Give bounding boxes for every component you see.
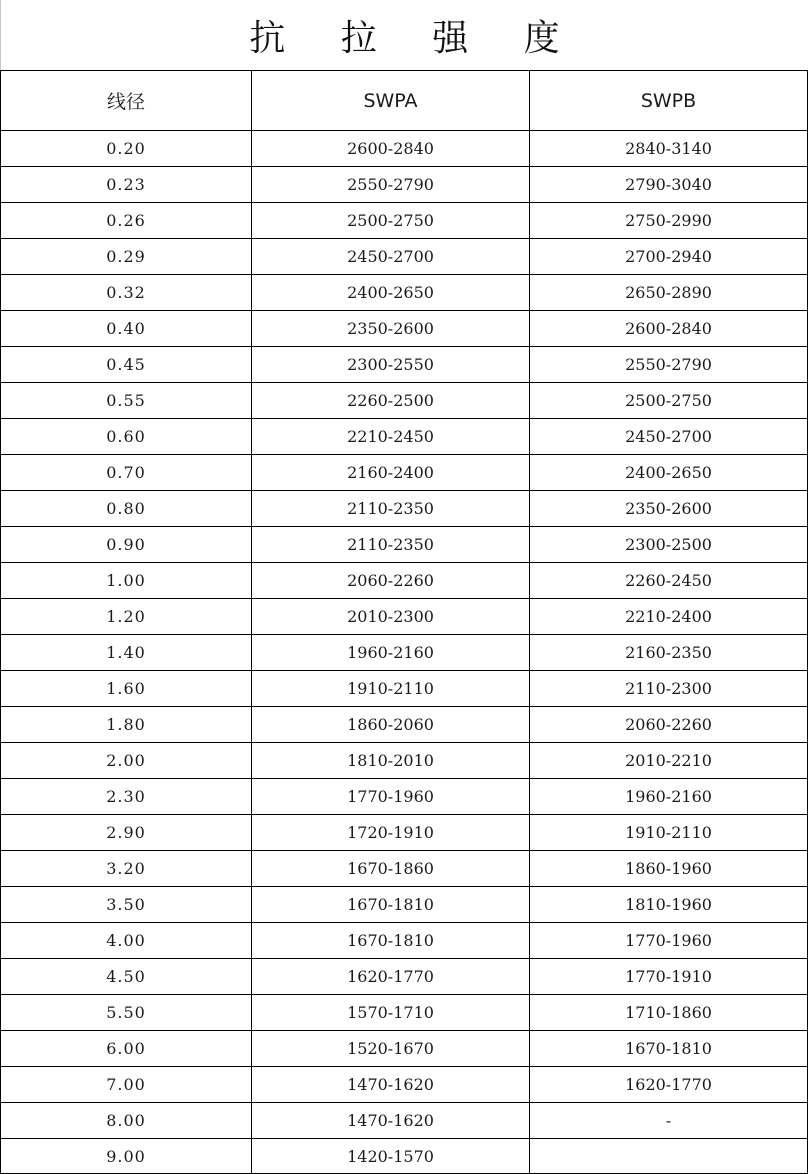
cell-swpb[interactable]: 2110-2300 (530, 671, 808, 707)
cell-swpa[interactable]: 2350-2600 (252, 311, 530, 347)
cell-diameter[interactable]: 3.20 (1, 851, 252, 887)
table-row (1, 455, 808, 491)
cell-swpb[interactable]: 2700-2940 (530, 239, 808, 275)
cell-swpb[interactable]: 2790-3040 (530, 167, 808, 203)
table-row (1, 779, 808, 815)
table-row (1, 923, 808, 959)
cell-diameter[interactable]: 2.90 (1, 815, 252, 851)
cell-diameter[interactable]: 0.29 (1, 239, 252, 275)
cell-diameter[interactable]: 0.70 (1, 455, 252, 491)
cell-swpb[interactable]: 1810-1960 (530, 887, 808, 923)
table-row (1, 743, 808, 779)
cell-swpb[interactable]: 1620-1770 (530, 1067, 808, 1103)
cell-swpb[interactable]: 2750-2990 (530, 203, 808, 239)
cell-swpa[interactable]: 1470-1620 (252, 1067, 530, 1103)
cell-swpa[interactable]: 2060-2260 (252, 563, 530, 599)
cell-diameter[interactable]: 9.00 (1, 1139, 252, 1174)
cell-diameter[interactable]: 0.55 (1, 383, 252, 419)
cell-swpa[interactable]: 2400-2650 (252, 275, 530, 311)
cell-swpa[interactable]: 2500-2750 (252, 203, 530, 239)
cell-swpa[interactable]: 2260-2500 (252, 383, 530, 419)
table-row (1, 347, 808, 383)
cell-diameter[interactable]: 0.26 (1, 203, 252, 239)
header-diameter[interactable]: 线径 (1, 71, 252, 131)
cell-swpa[interactable]: 1520-1670 (252, 1031, 530, 1067)
cell-diameter[interactable]: 6.00 (1, 1031, 252, 1067)
cell-diameter[interactable]: 2.00 (1, 743, 252, 779)
table-row (1, 887, 808, 923)
cell-swpa[interactable]: 1720-1910 (252, 815, 530, 851)
cell-swpa[interactable]: 1570-1710 (252, 995, 530, 1031)
table-row (1, 851, 808, 887)
cell-diameter[interactable]: 0.45 (1, 347, 252, 383)
cell-swpb[interactable]: 1710-1860 (530, 995, 808, 1031)
cell-swpb[interactable]: 2650-2890 (530, 275, 808, 311)
header-swpa[interactable]: SWPA (252, 71, 530, 131)
cell-swpa[interactable]: 1770-1960 (252, 779, 530, 815)
cell-diameter[interactable]: 5.50 (1, 995, 252, 1031)
cell-swpa[interactable]: 2110-2350 (252, 491, 530, 527)
cell-diameter[interactable]: 7.00 (1, 1067, 252, 1103)
cell-swpb[interactable]: 1860-1960 (530, 851, 808, 887)
cell-diameter[interactable]: 0.20 (1, 131, 252, 167)
cell-diameter[interactable]: 0.23 (1, 167, 252, 203)
table-row (1, 491, 808, 527)
cell-swpb[interactable]: 2060-2260 (530, 707, 808, 743)
table-row (1, 1139, 808, 1174)
cell-swpb[interactable]: 1910-2110 (530, 815, 808, 851)
title-row (0, 0, 808, 70)
cell-diameter[interactable]: 4.50 (1, 959, 252, 995)
tensile-strength-table (0, 70, 808, 1174)
cell-swpa[interactable]: 2110-2350 (252, 527, 530, 563)
cell-swpb[interactable]: 2350-2600 (530, 491, 808, 527)
cell-swpa[interactable]: 2450-2700 (252, 239, 530, 275)
table-row (1, 815, 808, 851)
cell-swpa[interactable]: 1670-1860 (252, 851, 530, 887)
cell-swpa[interactable]: 2160-2400 (252, 455, 530, 491)
cell-diameter[interactable]: 0.80 (1, 491, 252, 527)
cell-swpb[interactable]: 2840-3140 (530, 131, 808, 167)
cell-swpb[interactable]: 2600-2840 (530, 311, 808, 347)
table-row (1, 671, 808, 707)
cell-swpb[interactable]: 2010-2210 (530, 743, 808, 779)
table-row (1, 275, 808, 311)
table-row (1, 563, 808, 599)
cell-swpb[interactable]: 1670-1810 (530, 1031, 808, 1067)
cell-diameter[interactable]: 0.60 (1, 419, 252, 455)
cell-diameter[interactable]: 0.32 (1, 275, 252, 311)
cell-swpa[interactable]: 2300-2550 (252, 347, 530, 383)
table-body (1, 131, 808, 1174)
table-row (1, 599, 808, 635)
cell-diameter[interactable]: 1.40 (1, 635, 252, 671)
cell-diameter[interactable]: 1.80 (1, 707, 252, 743)
cell-swpa[interactable]: 2010-2300 (252, 599, 530, 635)
cell-swpb[interactable]: 1960-2160 (530, 779, 808, 815)
cell-swpa[interactable]: 1860-2060 (252, 707, 530, 743)
cell-diameter[interactable]: 8.00 (1, 1103, 252, 1139)
table-row (1, 959, 808, 995)
cell-diameter[interactable]: 0.40 (1, 311, 252, 347)
cell-swpa[interactable]: 1810-2010 (252, 743, 530, 779)
cell-diameter[interactable]: 1.60 (1, 671, 252, 707)
cell-diameter[interactable]: 1.00 (1, 563, 252, 599)
table-row (1, 527, 808, 563)
cell-swpb[interactable]: 2210-2400 (530, 599, 808, 635)
cell-swpb[interactable]: 2500-2750 (530, 383, 808, 419)
table-row (1, 239, 808, 275)
cell-swpb[interactable]: 2260-2450 (530, 563, 808, 599)
table-row (1, 995, 808, 1031)
table-row (1, 635, 808, 671)
header-row (1, 71, 808, 131)
table-row (1, 203, 808, 239)
table-row (1, 311, 808, 347)
table-row (1, 167, 808, 203)
cell-swpb[interactable]: 1770-1960 (530, 923, 808, 959)
table-row (1, 383, 808, 419)
cell-swpa[interactable]: 1420-1570 (252, 1139, 530, 1174)
cell-swpa[interactable]: 2210-2450 (252, 419, 530, 455)
cell-swpa[interactable]: 1910-2110 (252, 671, 530, 707)
cell-swpa[interactable]: 2550-2790 (252, 167, 530, 203)
cell-swpa[interactable]: 1670-1810 (252, 887, 530, 923)
table-row (1, 1067, 808, 1103)
cell-swpa[interactable]: 1470-1620 (252, 1103, 530, 1139)
cell-swpa[interactable]: 1670-1810 (252, 923, 530, 959)
table-row (1, 1031, 808, 1067)
cell-swpb[interactable]: 2300-2500 (530, 527, 808, 563)
cell-swpb[interactable] (530, 1139, 808, 1174)
cell-swpb[interactable]: 2550-2790 (530, 347, 808, 383)
table-row (1, 707, 808, 743)
cell-diameter[interactable]: 0.90 (1, 527, 252, 563)
cell-swpb[interactable]: 2400-2650 (530, 455, 808, 491)
cell-diameter[interactable]: 2.30 (1, 779, 252, 815)
cell-swpb[interactable]: 2160-2350 (530, 635, 808, 671)
table-row (1, 1103, 808, 1139)
table-row (1, 131, 808, 167)
cell-swpa[interactable]: 2600-2840 (252, 131, 530, 167)
cell-diameter[interactable]: 4.00 (1, 923, 252, 959)
table-title: 抗 拉 强 度 (249, 17, 582, 59)
table-row (1, 419, 808, 455)
header-swpb[interactable]: SWPB (530, 71, 808, 131)
cell-swpb[interactable]: 2450-2700 (530, 419, 808, 455)
cell-swpa[interactable]: 1960-2160 (252, 635, 530, 671)
cell-swpa[interactable]: 1620-1770 (252, 959, 530, 995)
cell-swpb[interactable]: 1770-1910 (530, 959, 808, 995)
cell-diameter[interactable]: 1.20 (1, 599, 252, 635)
cell-swpb[interactable]: - (530, 1103, 808, 1139)
cell-diameter[interactable]: 3.50 (1, 887, 252, 923)
